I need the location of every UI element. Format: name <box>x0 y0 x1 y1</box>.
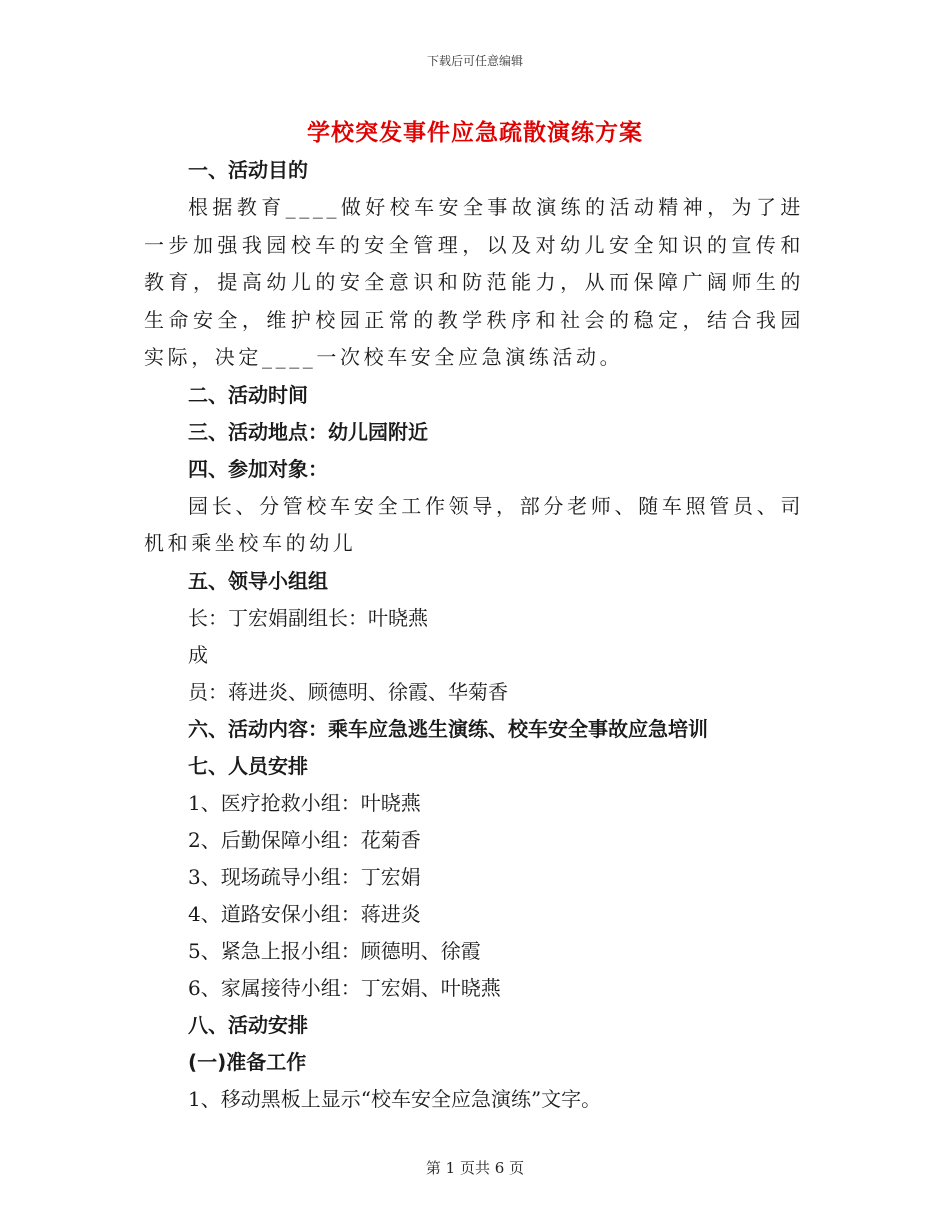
leadership-line-members-label: 成 <box>188 642 208 667</box>
subsection-heading-preparation: (一)准备工作 <box>188 1049 307 1074</box>
section-heading-purpose: 一、活动目的 <box>188 158 308 182</box>
page-footer: 第 1 页共 6 页 <box>425 1159 525 1177</box>
section-heading-content: 六、活动内容：乘车应急逃生演练、校车安全事故应急培训 <box>188 716 708 741</box>
list-item: 5、紧急上报小组：顾德明、徐霞 <box>188 938 481 963</box>
section-heading-participants: 四、参加对象： <box>188 456 328 481</box>
section-heading-location: 三、活动地点：幼儿园附近 <box>188 419 428 444</box>
list-item: 6、家属接待小组：丁宏娟、叶晓燕 <box>188 975 501 1000</box>
list-item: 1、移动黑板上显示“校车安全应急演练”文字。 <box>188 1086 602 1111</box>
section-heading-leadership: 五、领导小组组 <box>188 568 328 593</box>
section-heading-time: 二、活动时间 <box>188 382 308 407</box>
list-item: 2、后勤保障小组：花菊香 <box>188 827 421 852</box>
list-item: 3、现场疏导小组：丁宏娟 <box>188 864 421 889</box>
list-item: 4、道路安保小组：蒋进炎 <box>188 901 421 926</box>
section-heading-arrangement: 八、活动安排 <box>188 1012 308 1037</box>
leadership-line-leaders: 长：丁宏娟副组长：叶晓燕 <box>188 605 428 630</box>
section-heading-staffing: 七、人员安排 <box>188 753 308 778</box>
document-body <box>144 152 804 1118</box>
document-title: 学校突发事件应急疏散演练方案 <box>307 119 643 146</box>
section-paragraph-purpose: 根据教育____做好校车安全事故演练的活动精神，为了进一步加强我园校车的安全管理，以及对幼儿安全知识的宣传和教育，提高幼儿的安全意识和防范能力，从而保障广阔师生的生命安全，维护校园正常的教学秩序和社会的稳定，结合我园实际，决定____一次校车安全应急演练活动。 <box>144 195 804 369</box>
page-header: 下载后可任意编辑 <box>426 54 523 68</box>
leadership-line-members: 员：蒋进炎、顾德明、徐霞、华菊香 <box>188 679 508 704</box>
section-paragraph-participants: 园长、分管校车安全工作领导，部分老师、随车照管员、司机和乘坐校车的幼儿 <box>144 493 804 555</box>
list-item: 1、医疗抢救小组：叶晓燕 <box>188 790 421 815</box>
